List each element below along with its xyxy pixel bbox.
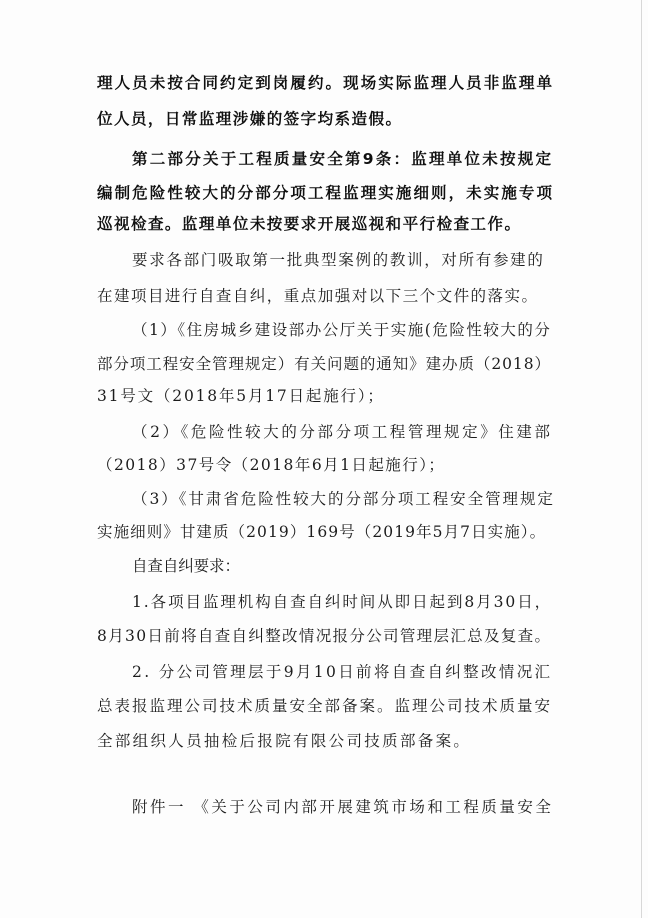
page-edge-divider bbox=[641, 0, 642, 918]
list-item-3: 实施细则》甘建质（2019）169号（2019年5月7日实施）。 bbox=[97, 523, 547, 541]
list-item-1: （1）《住房城乡建设部办公厅关于实施(危险性较大的分 bbox=[132, 321, 552, 339]
requirement-item-2: 总表报监理公司技术质量安全部备案。监理公司技术质量安 bbox=[97, 697, 553, 715]
paragraph-line: 在建项目进行自查自纠，重点加强对以下三个文件的落实。 bbox=[97, 287, 539, 305]
section-heading-line: 编制危险性较大的分部分项工程监理实施细则，未实施专项 bbox=[97, 184, 555, 202]
list-item-1: 部分项工程安全管理规定）有关问题的通知》建办质（2018） bbox=[97, 355, 551, 373]
section-heading-line: 第二部分关于工程质量安全第9条：监理单位未按规定 bbox=[132, 150, 554, 168]
requirement-item-2: 全部组织人员抽检后报院有限公司技质部备案。 bbox=[97, 732, 472, 750]
list-item-3: （3）《甘肃省危险性较大的分部分项工程安全管理规定 bbox=[132, 490, 555, 508]
paragraph-line: 要求各部门吸取第一批典型案例的教训，对所有参建的 bbox=[132, 251, 545, 269]
requirement-item-1: 1.各项目监理机构自查自纠时间从即日起到8月30日， bbox=[132, 593, 553, 611]
section-heading-line: 巡视检查。监理单位未按要求开展巡视和平行检查工作。 bbox=[97, 215, 522, 233]
list-item-2: （2）《危险性较大的分部分项工程管理规定》住建部 bbox=[132, 423, 553, 441]
requirement-item-1: 8月30日前将自查自纠整改情况报分公司管理层汇总及复查。 bbox=[97, 627, 552, 645]
paragraph-line: 理人员未按合同约定到岗履约。现场实际监理人员非监理单 bbox=[97, 74, 555, 92]
list-item-1: 31号文（2018年5月17日起施行）； bbox=[97, 387, 385, 405]
list-item-2: （2018）37号令（2018年6月1日起施行）； bbox=[97, 456, 446, 474]
attachment-line: 附件一 《关于公司内部开展建筑市场和工程质量安全 bbox=[132, 798, 554, 816]
requirement-item-2: 2. 分公司管理层于9月10日前将自查自纠整改情况汇 bbox=[132, 663, 553, 681]
paragraph-line: 位人员，日常监理涉嫌的签字均系造假。 bbox=[97, 110, 403, 128]
requirements-heading: 自查自纠要求： bbox=[132, 557, 240, 575]
